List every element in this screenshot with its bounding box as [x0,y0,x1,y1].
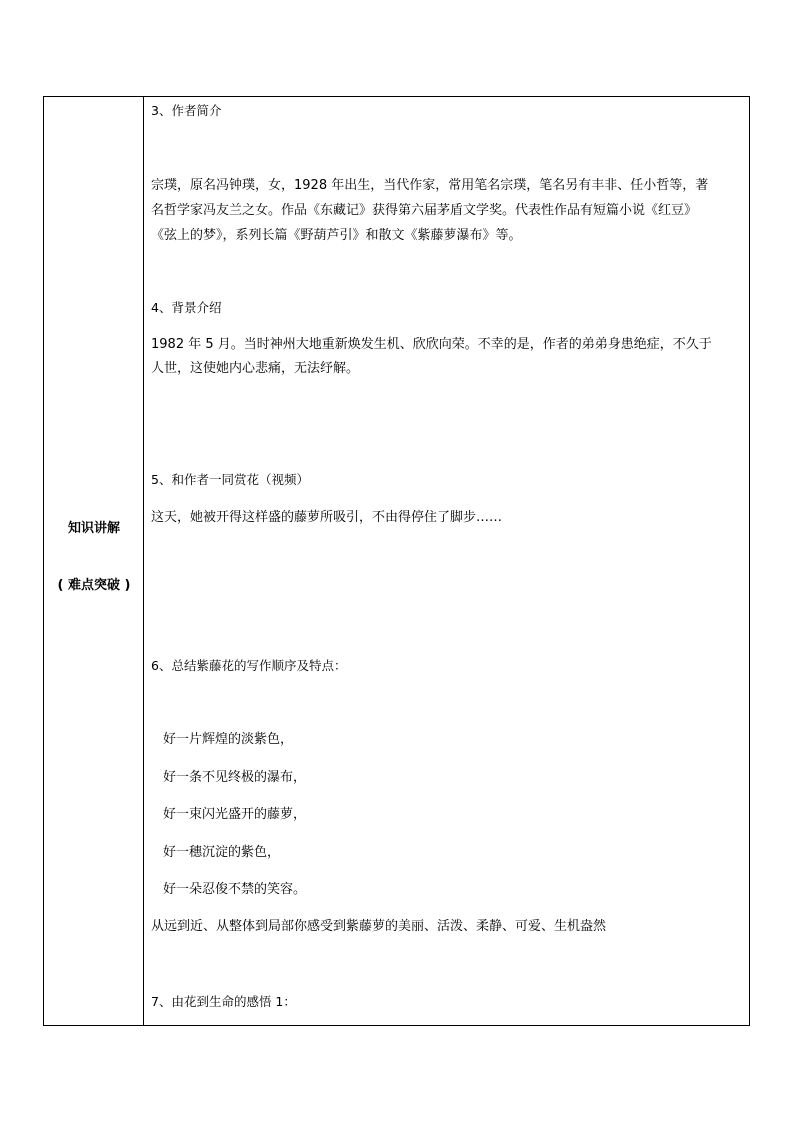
poem-line: 好一穗沉淀的紫色， [163,845,281,860]
content-cell [144,97,749,1025]
background-text-line: 人世，这使她内心悲痛，无法纾解。 [151,361,360,376]
author-text-line: 宗璞，原名冯钟璞，女，1928 年出生，当代作家，常用笔名宗璞，笔名另有丰非、任小哲等，著 [151,178,709,193]
poem-line: 好一条不见终极的瀑布， [163,770,307,785]
category-subtitle: ( 难点突破 ) [57,578,131,593]
section-heading-summary: 6、总结紫藤花的写作顺序及特点： [151,658,347,673]
category-title: 知识讲解 [67,521,120,536]
video-text-line: 这天，她被开得这样盛的藤萝所吸引，不由得停住了脚步…… [151,510,503,525]
category-cell [44,97,144,1025]
background-text-line: 1982 年 5 月。当时神州大地重新焕发生机、欣欣向荣。不幸的是，作者的弟弟身患绝症，不久于 [151,337,712,352]
poem-line: 好一朵忍俊不禁的笑容。 [163,882,307,897]
section-heading-video: 5、和作者一同赏花（视频） [151,472,309,487]
poem-line: 好一片辉煌的淡紫色， [163,732,294,747]
author-text-line: 《弦上的梦》，系列长篇《野葫芦引》和散文《紫藤萝瀑布》等。 [151,228,522,243]
summary-text-line: 从远到近、从整体到局部你感受到紫藤萝的美丽、活泼、柔静、可爱、生机盎然 [151,919,607,934]
section-heading-author: 3、作者简介 [151,103,222,118]
poem-line: 好一束闪光盛开的藤萝， [163,807,307,822]
section-heading-background: 4、背景介绍 [151,300,222,315]
author-text-line: 名哲学家冯友兰之女。作品《东藏记》获得第六届茅盾文学奖。代表性作品有短篇小说《红豆》 [151,203,698,218]
section-heading-insight: 7、由花到生命的感悟 1： [151,994,296,1009]
content-table [43,96,750,1026]
